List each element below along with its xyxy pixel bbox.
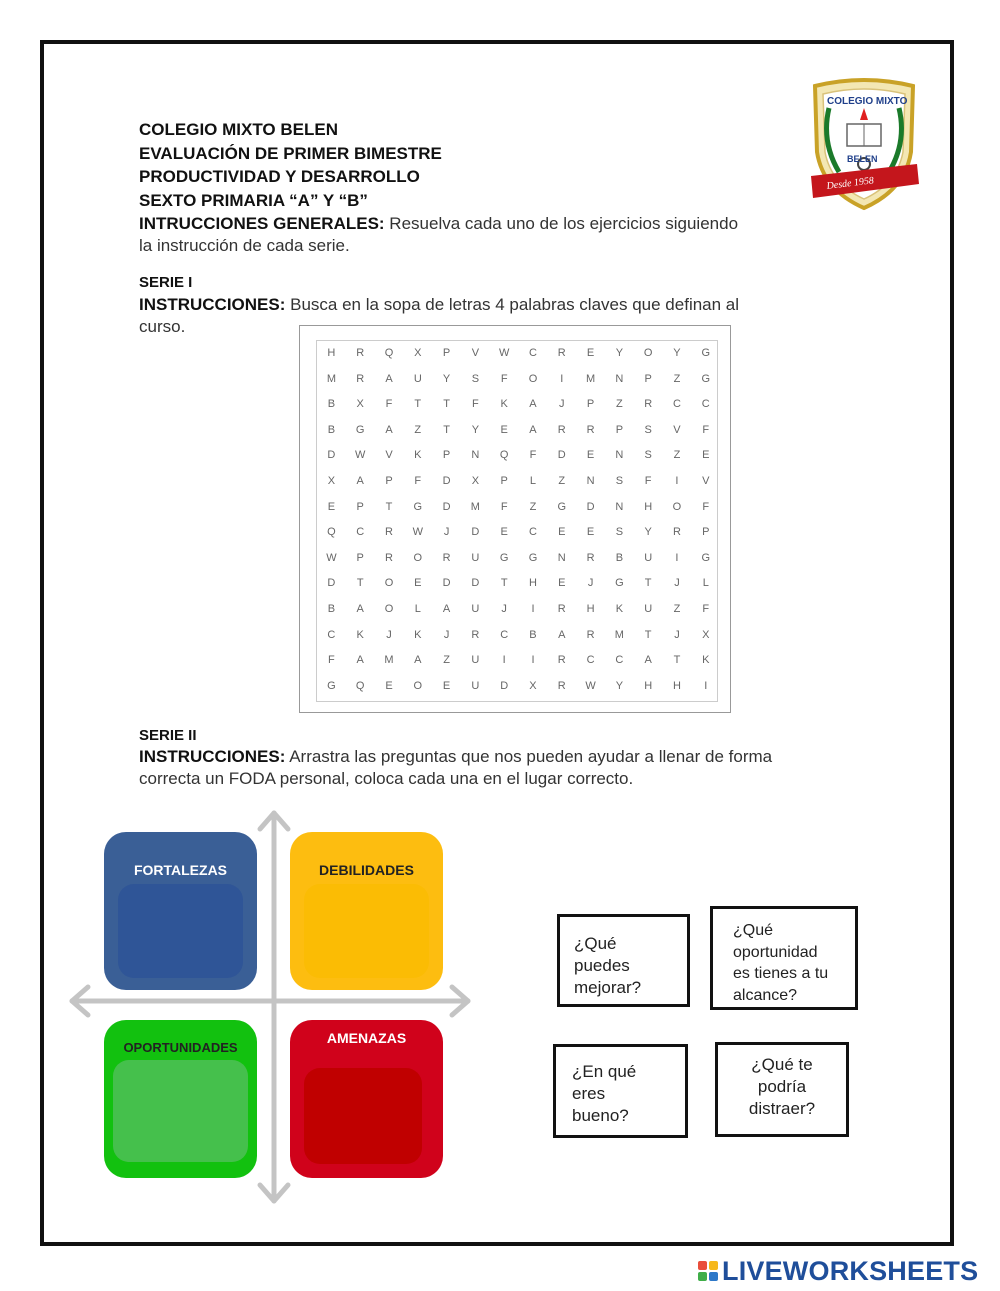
word-search-cell[interactable]: G [528,551,538,564]
word-search-cell[interactable]: S [644,449,652,462]
word-search-cell[interactable]: J [501,602,507,615]
word-search-cell[interactable]: K [702,654,710,667]
serie-2-text2: correcta un FODA personal, coloca cada una en el lugar correcto. [139,769,634,788]
serie-1-title: SERIE I [139,274,193,291]
word-search-cell[interactable]: M [470,500,480,513]
word-search-cell[interactable]: I [531,654,535,667]
word-search-cell[interactable]: X [529,679,537,692]
word-search-cell[interactable]: P [442,347,451,359]
quadrant-debilidades [290,832,443,990]
oportunidades-drop-zone[interactable] [113,1060,248,1162]
word-search-cell[interactable]: N [615,372,624,385]
word-search-cell[interactable]: A [644,654,652,667]
word-search-cell[interactable]: Y [442,372,451,385]
word-search-cell[interactable]: N [615,500,624,513]
word-search-cell[interactable]: P [702,526,710,539]
card-mejorar-line2: puedes [574,956,630,975]
word-search-cell[interactable]: D [442,474,451,487]
logo-bottom-text: BELEN [847,154,878,164]
general-instructions-label: INTRUCCIONES GENERALES: [139,214,385,233]
word-search-cell[interactable]: C [529,526,537,539]
word-search-cell[interactable]: Y [644,526,652,539]
word-search-cell[interactable]: D [442,500,451,513]
word-search-cell[interactable]: K [414,628,422,641]
word-search-cell[interactable]: F [385,398,393,411]
word-search-cell[interactable]: X [702,628,710,641]
word-search-cell[interactable]: J [674,577,680,590]
word-search-cell[interactable]: R [557,679,566,692]
quadrant-amenazas [290,1020,443,1178]
word-search-cell[interactable]: D [557,449,566,462]
word-search-cell[interactable]: C [586,654,595,667]
word-search-cell[interactable]: M [326,372,336,385]
word-search-cell[interactable]: D [327,577,336,590]
word-search-cell[interactable]: U [471,602,480,615]
word-search-cell[interactable]: W [412,526,423,539]
word-search-cell[interactable]: E [586,347,595,359]
word-search-cell[interactable]: F [529,449,537,462]
word-search-cell[interactable]: H [586,602,595,615]
word-search-cell[interactable]: J [587,577,594,590]
card-distraer-line1: ¿Qué te [751,1055,813,1074]
document-header [139,118,839,212]
word-search-cell[interactable]: R [557,347,566,359]
word-search-cell[interactable]: C [672,398,681,411]
word-search-cell[interactable]: V [673,423,681,436]
word-search-cell[interactable]: M [384,654,394,667]
word-search-cell[interactable]: V [385,449,393,462]
word-search-cell[interactable]: T [443,398,450,411]
word-search-frame [316,340,718,702]
word-search-cell[interactable]: A [356,654,364,667]
word-search-cell[interactable]: J [386,628,392,641]
word-search-cell[interactable]: W [326,551,337,564]
serie-2-instructions [139,746,859,790]
word-search-cell[interactable]: X [414,347,422,359]
word-search-cell[interactable]: G [701,372,711,385]
general-instructions-text2: la instrucción de cada serie. [139,236,350,255]
word-search-cell[interactable]: D [327,449,336,462]
word-search-cell[interactable]: A [558,628,566,641]
quadrant-fortalezas [104,832,257,990]
word-search-cell[interactable]: X [327,474,336,487]
word-search-cell[interactable]: K [500,398,508,411]
word-search-cell[interactable]: O [643,347,653,359]
word-search-cell[interactable]: I [675,551,679,564]
word-search-cell[interactable]: Z [558,474,566,487]
card-oportunidad-line1: ¿Qué [733,922,774,939]
word-search-cell[interactable]: G [615,577,624,590]
word-search-cell[interactable]: P [356,500,364,513]
word-search-cell[interactable]: E [586,449,595,462]
word-search-cell[interactable]: T [644,577,652,590]
word-search-cell[interactable]: F [500,500,508,513]
serie-1-text2: curso. [139,317,186,336]
liveworksheets-brand: LIVEWORKSHEETS [722,1255,979,1286]
word-search-cell[interactable]: Z [673,602,681,615]
word-search-cell[interactable]: G [701,347,711,359]
word-search-cell[interactable]: F [328,654,335,667]
word-search-cell[interactable]: R [586,628,595,641]
word-search-cell[interactable]: J [443,628,450,641]
amenazas-label: AMENAZAS [326,1030,407,1046]
serie-2-text1: Arrastra las preguntas que nos pueden ayudar a llenar de forma [285,747,773,766]
card-mejorar-line1: ¿Qué [574,934,617,953]
word-search-cell[interactable]: E [385,679,393,692]
word-search-cell[interactable]: G [499,551,509,564]
card-bueno-line2: eres [572,1084,606,1103]
word-search-cell[interactable]: F [702,500,710,513]
word-search-cell[interactable]: H [327,347,336,359]
word-search-cell[interactable]: Z [529,500,537,513]
word-search-cell[interactable]: U [644,551,653,564]
logo-ribbon-text: Desde 1958 [826,175,875,192]
serie-2-label: INSTRUCCIONES: [139,747,286,766]
word-search-cell[interactable]: P [442,449,451,462]
word-search-cell[interactable]: P [586,398,595,411]
word-search-cell[interactable]: Q [327,526,336,539]
card-oportunidad-line3: es tienes a tu [733,965,829,982]
word-search-cell[interactable]: E [586,526,595,539]
word-search-cell[interactable]: F [644,474,652,487]
card-bueno[interactable] [553,1044,688,1138]
card-distraer[interactable] [715,1042,849,1137]
word-search-cell[interactable]: K [356,628,364,641]
word-search-cell[interactable]: H [644,679,653,692]
word-search-cell[interactable]: P [356,551,364,564]
word-search-cell[interactable]: L [529,474,537,487]
word-search-cell[interactable]: P [615,423,624,436]
word-search-cell[interactable]: R [644,398,653,411]
word-search-cell[interactable]: Z [414,423,422,436]
word-search-cell[interactable]: E [414,577,422,590]
fortalezas-drop-zone[interactable] [118,884,243,978]
word-search-cell[interactable]: U [471,679,480,692]
word-search-cell[interactable]: O [528,372,538,385]
word-search-cell[interactable]: P [385,474,393,487]
word-search-cell[interactable]: V [471,347,480,359]
word-search-cell[interactable]: D [471,577,480,590]
card-distraer-line3: distraer? [748,1099,816,1118]
word-search-cell[interactable]: T [385,500,393,513]
serie-2-title: SERIE II [139,727,197,744]
card-bueno-line3: bueno? [572,1106,629,1125]
word-search-cell[interactable]: R [356,372,365,385]
word-search-cell[interactable]: Y [471,423,480,436]
word-search-cell[interactable]: O [384,577,394,590]
word-search-cell[interactable]: T [414,398,422,411]
word-search-cell[interactable]: R [471,628,480,641]
general-instructions [139,213,859,257]
card-distraer-line2: podría [757,1077,807,1096]
word-search-cell[interactable]: E [558,526,566,539]
card-oportunidad-line2: oportunidad [733,943,818,961]
word-search-cell[interactable]: R [557,423,566,436]
word-search-cell[interactable]: X [356,398,364,411]
word-search-cell[interactable]: B [327,423,336,436]
logo-top-text: COLEGIO MIXTO [827,96,908,107]
word-search-cell[interactable]: J [674,628,680,641]
word-search-cell[interactable]: K [615,602,624,615]
card-mejorar-line3: mejorar? [574,978,642,997]
word-search-cell[interactable]: E [442,679,451,692]
word-search-cell[interactable]: E [500,526,508,539]
word-search-cell[interactable]: R [586,551,595,564]
word-search-cell[interactable]: Q [384,347,394,359]
word-search-cell[interactable]: E [327,500,336,513]
word-search-cell[interactable]: A [385,372,393,385]
word-search-cell[interactable]: A [414,654,422,667]
word-search-cell[interactable]: T [443,423,450,436]
word-search-cell[interactable]: A [529,423,537,436]
word-search-cell[interactable]: C [356,526,365,539]
word-search-cell[interactable]: R [672,526,681,539]
word-search-cell[interactable]: I [560,372,564,385]
word-search-cell[interactable]: D [471,526,480,539]
word-search-cell[interactable]: R [356,347,365,359]
word-search-cell[interactable]: T [644,628,652,641]
debilidades-label: DEBILIDADES [319,862,414,878]
word-search-cell[interactable]: L [702,577,709,590]
liveworksheets-icon [698,1261,718,1281]
word-search-cell[interactable]: Q [499,449,509,462]
serie-1-text1: Busca en la sopa de letras 4 palabras claves que definan al [285,295,740,314]
word-search-cell[interactable]: G [327,679,336,692]
debilidades-drop-zone[interactable] [304,884,429,978]
word-search-cell[interactable]: H [672,679,681,692]
general-instructions-text1: Resuelva cada uno de los ejercicios siguiendo [384,214,739,233]
course-name: PRODUCTIVIDAD Y DESARROLLO [139,167,420,186]
word-search-cell[interactable]: W [498,347,510,359]
word-search-cell[interactable]: P [644,372,652,385]
word-search-cell[interactable]: F [414,474,422,487]
serie-1-label: INSTRUCCIONES: [139,295,286,314]
word-search-cell[interactable]: Y [673,347,681,359]
word-search-cell[interactable]: W [355,449,366,462]
word-search-cell[interactable]: C [327,628,336,641]
word-search-cell[interactable]: D [442,577,451,590]
word-search-cell[interactable]: V [702,474,710,487]
word-search-grid[interactable] [317,341,717,699]
word-search-cell[interactable]: A [356,474,364,487]
word-search-cell[interactable]: S [615,474,624,487]
word-search-cell[interactable]: A [529,398,537,411]
word-search-cell[interactable]: O [413,679,423,692]
word-search-cell[interactable]: R [557,602,566,615]
word-search-cell[interactable]: I [704,679,708,692]
word-search-cell[interactable]: O [413,551,423,564]
word-search-cell[interactable]: T [500,577,508,590]
word-search-cell[interactable]: Q [355,679,365,692]
word-search-cell[interactable]: A [356,602,364,615]
word-search-box [299,325,731,713]
word-search-cell[interactable]: F [702,423,710,436]
word-search-cell[interactable]: N [471,449,480,462]
word-search-cell[interactable]: X [471,474,480,487]
word-search-cell[interactable]: B [615,551,624,564]
word-search-cell[interactable]: F [702,602,710,615]
word-search-cell[interactable]: Z [673,449,681,462]
word-search-cell[interactable]: F [500,372,508,385]
word-search-cell[interactable]: C [615,654,624,667]
school-name: COLEGIO MIXTO BELEN [139,120,338,139]
word-search-cell[interactable]: R [557,654,566,667]
word-search-cell[interactable]: A [385,423,393,436]
word-search-cell[interactable]: U [413,372,422,385]
word-search-cell[interactable]: R [385,551,393,564]
card-oportunidad[interactable] [710,906,858,1010]
word-search-cell[interactable]: Z [443,654,450,667]
word-search-cell[interactable]: E [500,423,508,436]
word-search-cell[interactable]: M [614,628,624,641]
word-search-cell[interactable]: R [586,423,595,436]
word-search-cell[interactable]: H [529,577,537,590]
word-search-cell[interactable]: T [356,577,364,590]
word-search-cell[interactable]: G [557,500,567,513]
word-search-cell[interactable]: E [558,577,566,590]
word-search-cell[interactable]: C [500,628,509,641]
oportunidades-label: OPORTUNIDADES [123,1040,238,1055]
word-search-cell[interactable]: C [529,347,537,359]
word-search-cell[interactable]: G [701,551,711,564]
word-search-cell[interactable]: S [644,423,652,436]
word-search-cell[interactable]: U [644,602,653,615]
word-search-cell[interactable]: S [471,372,480,385]
word-search-cell[interactable]: O [384,602,394,615]
word-search-cell[interactable]: C [701,398,710,411]
word-search-cell[interactable]: K [414,449,422,462]
word-search-cell[interactable]: H [644,500,653,513]
word-search-cell[interactable]: D [586,500,595,513]
word-search-cell[interactable]: I [502,654,506,667]
word-search-cell[interactable]: N [586,474,595,487]
word-search-cell[interactable]: Y [615,679,624,692]
card-bueno-line1: ¿En qué [572,1062,637,1081]
word-search-cell[interactable]: I [675,474,679,487]
amenazas-drop-zone[interactable] [304,1068,422,1164]
word-search-cell[interactable]: I [531,602,535,615]
word-search-cell[interactable]: J [443,526,450,539]
word-search-cell[interactable]: G [413,500,423,513]
word-search-cell[interactable]: S [615,526,624,539]
word-search-cell[interactable]: J [559,398,565,411]
word-search-cell[interactable]: G [355,423,365,436]
word-search-cell[interactable]: P [500,474,508,487]
word-search-cell[interactable]: Y [615,347,624,359]
word-search-cell[interactable]: B [529,628,537,641]
word-search-cell[interactable]: T [673,654,681,667]
quadrant-oportunidades [104,1020,257,1178]
word-search-cell[interactable]: R [442,551,451,564]
word-search-cell[interactable]: R [385,526,393,539]
word-search-cell[interactable]: M [585,372,596,385]
word-search-cell[interactable]: B [327,398,336,411]
word-search-cell[interactable]: E [702,449,710,462]
exam-title: EVALUACIÓN DE PRIMER BIMESTRE [139,143,442,163]
word-search-cell[interactable]: Z [616,398,623,411]
card-mejorar[interactable] [557,914,690,1007]
word-search-cell[interactable]: Z [673,372,681,385]
word-search-cell[interactable]: B [327,602,336,615]
fortalezas-label: FORTALEZAS [133,862,228,878]
grade-sections: SEXTO PRIMARIA “A” Y “B” [139,190,368,210]
word-search-cell[interactable]: F [472,398,479,411]
word-search-cell[interactable]: U [471,551,480,564]
word-search-cell[interactable]: A [442,602,451,615]
word-search-cell[interactable]: N [615,449,624,462]
liveworksheets-footer[interactable] [698,1256,978,1286]
word-search-cell[interactable]: D [500,679,509,692]
word-search-cell[interactable]: L [414,602,421,615]
word-search-cell[interactable]: O [672,500,682,513]
word-search-cell[interactable]: W [585,679,596,692]
word-search-cell[interactable]: U [471,654,480,667]
word-search-cell[interactable]: N [557,551,566,564]
card-oportunidad-line4: alcance? [733,986,798,1004]
